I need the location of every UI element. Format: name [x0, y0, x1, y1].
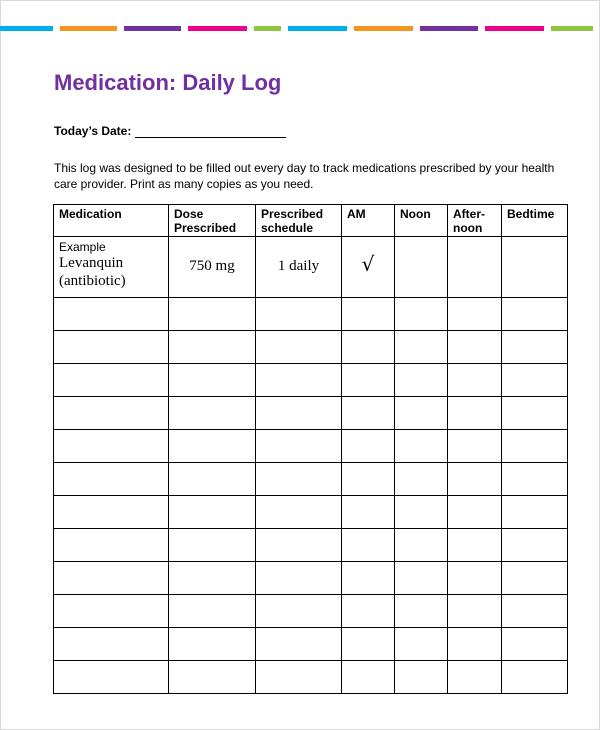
cell-medication[interactable] — [54, 463, 169, 496]
header-dose-line1: Dose — [174, 207, 204, 221]
stripe-segment — [254, 26, 281, 31]
example-dose: 750 mg — [189, 258, 235, 274]
cell-medication[interactable] — [54, 529, 169, 562]
cell-bedtime[interactable] — [502, 430, 568, 463]
header-noon — [395, 205, 448, 237]
cell-bedtime[interactable] — [502, 331, 568, 364]
table-row — [54, 430, 568, 463]
cell-bedtime[interactable] — [502, 595, 568, 628]
header-afternoon-line1: After- — [453, 207, 485, 221]
cell-dose[interactable] — [169, 529, 256, 562]
cell-schedule[interactable] — [256, 397, 342, 430]
stripe-segment — [0, 26, 53, 31]
table-row — [54, 364, 568, 397]
header-bedtime-label: Bedtime — [507, 207, 555, 221]
cell-dose[interactable] — [169, 628, 256, 661]
color-stripe — [0, 26, 600, 31]
date-label: Today’s Date: — [54, 124, 132, 138]
cell-bedtime[interactable] — [502, 463, 568, 496]
example-schedule-cell — [256, 237, 342, 298]
cell-noon[interactable] — [395, 364, 448, 397]
header-schedule — [256, 205, 342, 237]
cell-am[interactable] — [342, 430, 395, 463]
intro-text: This log was designed to be filled out every day to track medications prescribed by your health care provider. Print as many copies as you need. — [54, 161, 555, 191]
stripe-segment — [288, 26, 347, 31]
cell-dose[interactable] — [169, 331, 256, 364]
cell-schedule[interactable] — [256, 496, 342, 529]
cell-bedtime[interactable] — [502, 628, 568, 661]
header-dose-line2: Prescribed — [174, 221, 237, 235]
cell-am[interactable] — [342, 298, 395, 331]
table-row — [54, 562, 568, 595]
example-medication-type: (antibiotic) — [59, 273, 126, 289]
cell-dose[interactable] — [169, 298, 256, 331]
cell-afternoon[interactable] — [448, 529, 502, 562]
cell-noon[interactable] — [395, 628, 448, 661]
cell-afternoon[interactable] — [448, 430, 502, 463]
cell-medication[interactable] — [54, 298, 169, 331]
cell-schedule[interactable] — [256, 463, 342, 496]
example-label: Example — [59, 240, 106, 254]
cell-medication[interactable] — [54, 628, 169, 661]
cell-medication[interactable] — [54, 430, 169, 463]
cell-am[interactable] — [342, 463, 395, 496]
table-row — [54, 496, 568, 529]
example-medication-name: Levanquin — [59, 255, 124, 271]
cell-bedtime[interactable] — [502, 364, 568, 397]
cell-bedtime[interactable] — [502, 562, 568, 595]
header-bedtime — [502, 205, 568, 237]
stripe-segment — [60, 26, 117, 31]
cell-dose[interactable] — [169, 496, 256, 529]
example-am-cell — [342, 237, 395, 298]
stripe-segment — [551, 26, 593, 31]
stripe-segment — [420, 26, 477, 31]
cell-afternoon[interactable] — [448, 463, 502, 496]
cell-noon[interactable] — [395, 595, 448, 628]
header-afternoon-line2: noon — [453, 221, 483, 235]
header-am-label: AM — [347, 207, 366, 221]
cell-bedtime[interactable] — [502, 661, 568, 694]
cell-afternoon[interactable] — [448, 661, 502, 694]
cell-noon[interactable] — [395, 331, 448, 364]
cell-medication[interactable] — [54, 595, 169, 628]
cell-schedule[interactable] — [256, 298, 342, 331]
cell-bedtime[interactable] — [502, 298, 568, 331]
cell-medication[interactable] — [54, 397, 169, 430]
cell-bedtime[interactable] — [502, 529, 568, 562]
example-row — [54, 237, 568, 298]
cell-noon[interactable] — [395, 496, 448, 529]
example-schedule: 1 daily — [277, 258, 320, 274]
cell-schedule[interactable] — [256, 364, 342, 397]
cell-medication[interactable] — [54, 331, 169, 364]
example-afternoon-cell — [448, 237, 502, 298]
table-row — [54, 628, 568, 661]
cell-afternoon[interactable] — [448, 562, 502, 595]
cell-schedule[interactable] — [256, 562, 342, 595]
example-noon-cell — [395, 237, 448, 298]
cell-am[interactable] — [342, 364, 395, 397]
cell-am[interactable] — [342, 397, 395, 430]
cell-dose[interactable] — [169, 430, 256, 463]
cell-dose[interactable] — [169, 463, 256, 496]
cell-dose[interactable] — [169, 562, 256, 595]
cell-noon[interactable] — [395, 463, 448, 496]
header-medication — [54, 205, 169, 237]
header-schedule-line1: Prescribed — [261, 207, 324, 221]
cell-afternoon[interactable] — [448, 397, 502, 430]
cell-am[interactable] — [342, 595, 395, 628]
cell-dose[interactable] — [169, 595, 256, 628]
stripe-segment — [188, 26, 247, 31]
date-row — [54, 124, 286, 138]
page-title: Medication: Daily Log — [54, 70, 282, 95]
cell-bedtime[interactable] — [502, 496, 568, 529]
cell-medication[interactable] — [54, 496, 169, 529]
cell-am[interactable] — [342, 628, 395, 661]
cell-medication[interactable] — [54, 562, 169, 595]
example-medication-cell — [54, 237, 169, 298]
cell-medication[interactable] — [54, 661, 169, 694]
table-row — [54, 298, 568, 331]
blank-rows — [54, 298, 568, 694]
header-medication-label: Medication — [59, 207, 122, 221]
cell-schedule[interactable] — [256, 661, 342, 694]
cell-am[interactable] — [342, 331, 395, 364]
cell-dose[interactable] — [169, 364, 256, 397]
header-schedule-line2: schedule — [261, 221, 314, 235]
cell-bedtime[interactable] — [502, 397, 568, 430]
cell-noon[interactable] — [395, 430, 448, 463]
cell-am[interactable] — [342, 496, 395, 529]
cell-noon[interactable] — [395, 661, 448, 694]
cell-noon[interactable] — [395, 529, 448, 562]
table-row — [54, 397, 568, 430]
cell-schedule[interactable] — [256, 430, 342, 463]
header-noon-label: Noon — [400, 207, 431, 221]
cell-noon[interactable] — [395, 562, 448, 595]
cell-afternoon[interactable] — [448, 496, 502, 529]
header-am — [342, 205, 395, 237]
table-row — [54, 463, 568, 496]
cell-schedule[interactable] — [256, 331, 342, 364]
cell-medication[interactable] — [54, 364, 169, 397]
table-row — [54, 661, 568, 694]
header-afternoon — [448, 205, 502, 237]
date-field[interactable] — [135, 126, 286, 138]
table-row — [54, 529, 568, 562]
example-bedtime-cell — [502, 237, 568, 298]
cell-afternoon[interactable] — [448, 331, 502, 364]
cell-dose[interactable] — [169, 661, 256, 694]
cell-afternoon[interactable] — [448, 595, 502, 628]
cell-noon[interactable] — [395, 397, 448, 430]
medication-log-table — [53, 204, 568, 694]
table-row — [54, 331, 568, 364]
example-dose-cell — [169, 237, 256, 298]
cell-schedule[interactable] — [256, 595, 342, 628]
checkmark-icon: √ — [361, 252, 375, 276]
cell-schedule[interactable] — [256, 529, 342, 562]
cell-noon[interactable] — [395, 298, 448, 331]
cell-afternoon[interactable] — [448, 364, 502, 397]
cell-afternoon[interactable] — [448, 298, 502, 331]
cell-afternoon[interactable] — [448, 628, 502, 661]
stripe-segment — [485, 26, 544, 31]
cell-am[interactable] — [342, 661, 395, 694]
cell-am[interactable] — [342, 529, 395, 562]
header-row — [54, 205, 568, 237]
cell-schedule[interactable] — [256, 628, 342, 661]
stripe-segment — [354, 26, 413, 31]
stripe-segment — [124, 26, 181, 31]
cell-am[interactable] — [342, 562, 395, 595]
header-dose — [169, 205, 256, 237]
cell-dose[interactable] — [169, 397, 256, 430]
table-row — [54, 595, 568, 628]
